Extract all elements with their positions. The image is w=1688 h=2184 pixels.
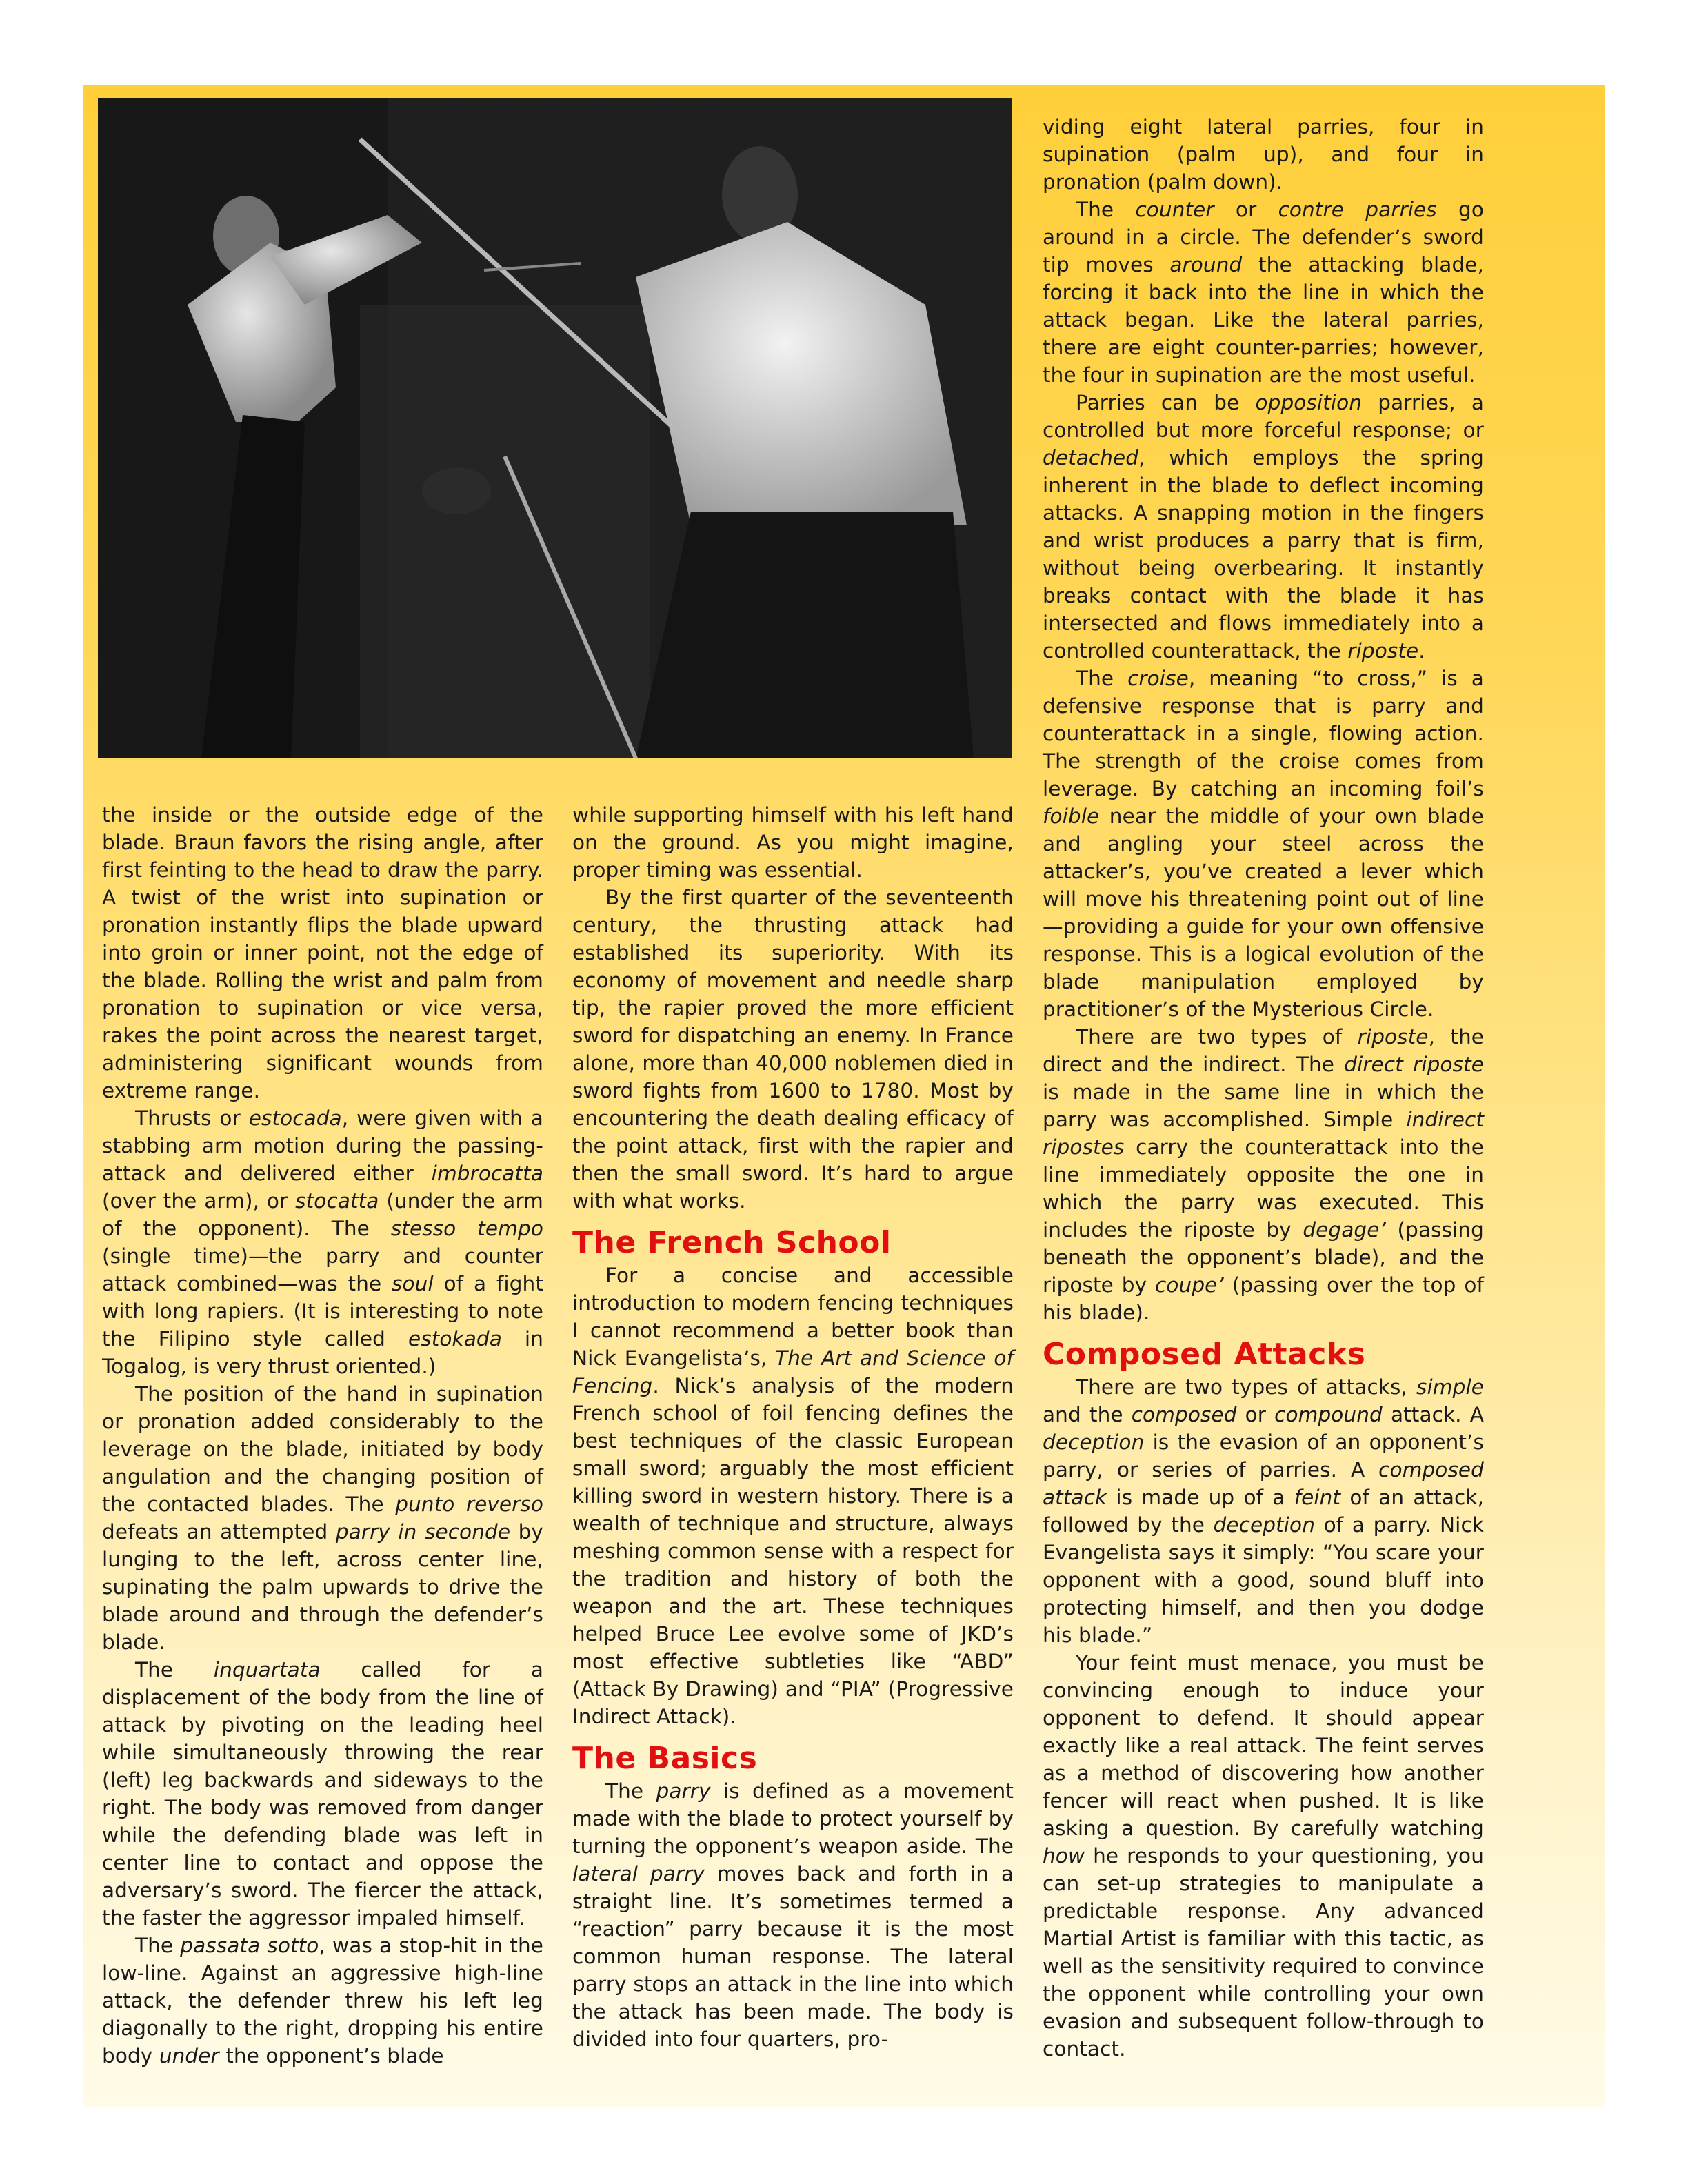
- paragraph: Parries can be opposition parries, a controlled but more forceful response; or detached, which employs the spring inherent in the blade to deflect incoming attacks. A snapping motion in the fingers and wrist produces a parry that is firm, without being overbearing. It instantly breaks contact with the blade it has intersected and flows immediately into a controlled counterattack, the riposte.: [1043, 391, 1484, 663]
- section-heading-french-school: The French School: [572, 1225, 892, 1260]
- paragraph: Thrusts or estocada, were given with a stabbing arm motion during the passing-attack and delivered either imbrocatta (over the arm), or stocatta (under the arm of the opponent). The stesso tempo (single time)—the parry and counter attack combined—was the soul of a fight with long rapiers. (It is interesting to note the Filipino style called estokada in Togalog, is very thrust oriented.): [102, 1106, 543, 1378]
- paragraph: viding eight lateral parries, four in supination (palm up), and four in pronation (palm down).: [1043, 115, 1484, 194]
- paragraph: Your feint must menace, you must be convincing enough to induce your opponent to defend. It should appear exactly like a real attack. The feint serves as a method of discovering how another fencer will react when pushed. It is like asking a question. By carefully watching how he responds to your questioning, you can set-up strategies to manipulate a predictable response. Any advanced Martial Artist is familiar with this tactic, as well as the sensitivity required to convince the opponent while controlling your own evasion and subsequent follow-through to contact.: [1043, 1651, 1484, 2061]
- paragraph: There are two types of riposte, the direct and the indirect. The direct riposte is made in the same line in which the parry was accomplished. Simple indirect ripostes carry the counterattack into the line immediately opposite the one in which the parry was executed. This includes the riposte by degage’ (passing beneath the opponent’s blade), and the riposte by coupe’ (passing over the top of his blade).: [1043, 1025, 1484, 1324]
- paragraph: There are two types of attacks, simple and the composed or compound attack. A deception is the evasion of an opponent’s parry, or series of parries. A composed attack is made up of a feint of an attack, followed by the deception of a parry. Nick Evangelista says it simply: “You scare your opponent with a good, sound bluff into protecting himself, and then you dodge his blade.”: [1043, 1375, 1484, 1647]
- paragraph: The inquartata called for a displacement of the body from the line of attack by pivoting on the leading heel while simultaneously throwing the rear (left) leg backwards and sideways to the right. The body was removed from danger while the defending blade was left in center line to contact and oppose the adversary’s sword. The fiercer the attack, the faster the aggressor impaled himself.: [102, 1658, 543, 1930]
- paragraph: The passata sotto, was a stop-hit in the low-line. Against an aggressive high-line attack, the defender threw his left leg diagonally to the right, dropping his entire body under the opponent’s blade: [102, 1934, 543, 2067]
- paragraph: For a concise and accessible introduction to modern fencing techniques I cannot recommend a better book than Nick Evangelista’s, The Art and Science of Fencing. Nick’s analysis of the modern French school of foil fencing defines the best techniques of the classic European small sword; arguably the most efficient killing sword in western history. There is a wealth of technique and structure, always meshing common sense with a respect for the tradition and history of both the weapon and the art. These techniques helped Bruce Lee evolve some of JKD’s most effective subtleties like “ABD” (Attack By Drawing) and “PIA” (Progressive Indirect Attack).: [572, 1264, 1014, 1728]
- column-3: [1043, 113, 1484, 2063]
- column-2: [572, 801, 1014, 2053]
- paragraph: The croise, meaning “to cross,” is a defensive response that is parry and counterattack in a single, flowing action. The strength of the croise comes from leverage. By catching an incoming foil’s foible near the middle of your own blade and angling your steel across the attacker’s, you’ve created a lever which will move his threatening point out of line—providing a guide for your own offensive response. This is a logical evolution of the blade manipulation employed by practitioner’s of the Mysterious Circle.: [1043, 667, 1484, 1021]
- fencers-illustration: [98, 98, 1012, 758]
- paragraph: The parry is defined as a movement made with the blade to protect yourself by turning the opponent’s weapon aside. The lateral parry moves back and forth in a straight line. It’s sometimes termed a “reaction” parry because it is the most common human response. The lateral parry stops an attack in the line into which the attack has been made. The body is divided into four quarters, pro-: [572, 1779, 1014, 2051]
- paragraph: the inside or the outside edge of the blade. Braun favors the rising angle, after first feinting to the head to draw the parry. A twist of the wrist into supination or pronation instantly flips the blade upward into groin or inner point, not the edge of the blade. Rolling the wrist and palm from pronation to supination or vice versa, rakes the point across the nearest target, administering significant wounds from extreme range.: [102, 803, 543, 1102]
- section-heading-composed-attacks: Composed Attacks: [1043, 1337, 1366, 1372]
- paragraph: The counter or contre parries go around in a circle. The defender’s sword tip moves around the attacking blade, forcing it back into the line in which the attack began. Like the lateral parries, there are eight counter-parries; however, the four in supination are the most useful.: [1043, 198, 1484, 387]
- paragraph: while supporting himself with his left hand on the ground. As you might imagine, proper timing was essential.: [572, 803, 1014, 882]
- fencing-photo: [98, 98, 1012, 758]
- paragraph: By the first quarter of the seventeenth century, the thrusting attack had established its superiority. With its economy of movement and needle sharp tip, the rapier proved the more efficient sword for dispatching an enemy. In France alone, more than 40,000 noblemen died in sword fights from 1600 to 1780. Most by encountering the death dealing efficacy of the point attack, first with the rapier and then the small sword. It’s hard to argue with what works.: [572, 886, 1014, 1213]
- column-1: [102, 801, 543, 2070]
- section-heading-basics: The Basics: [572, 1741, 758, 1776]
- paragraph: The position of the hand in supination or pronation added considerably to the leverage on the blade, initiated by body angulation and the changing position of the contacted blades. The punto reverso defeats an attempted parry in seconde by lunging to the left, across center line, supinating the palm upwards to drive the blade around and through the defender’s blade.: [102, 1382, 544, 1654]
